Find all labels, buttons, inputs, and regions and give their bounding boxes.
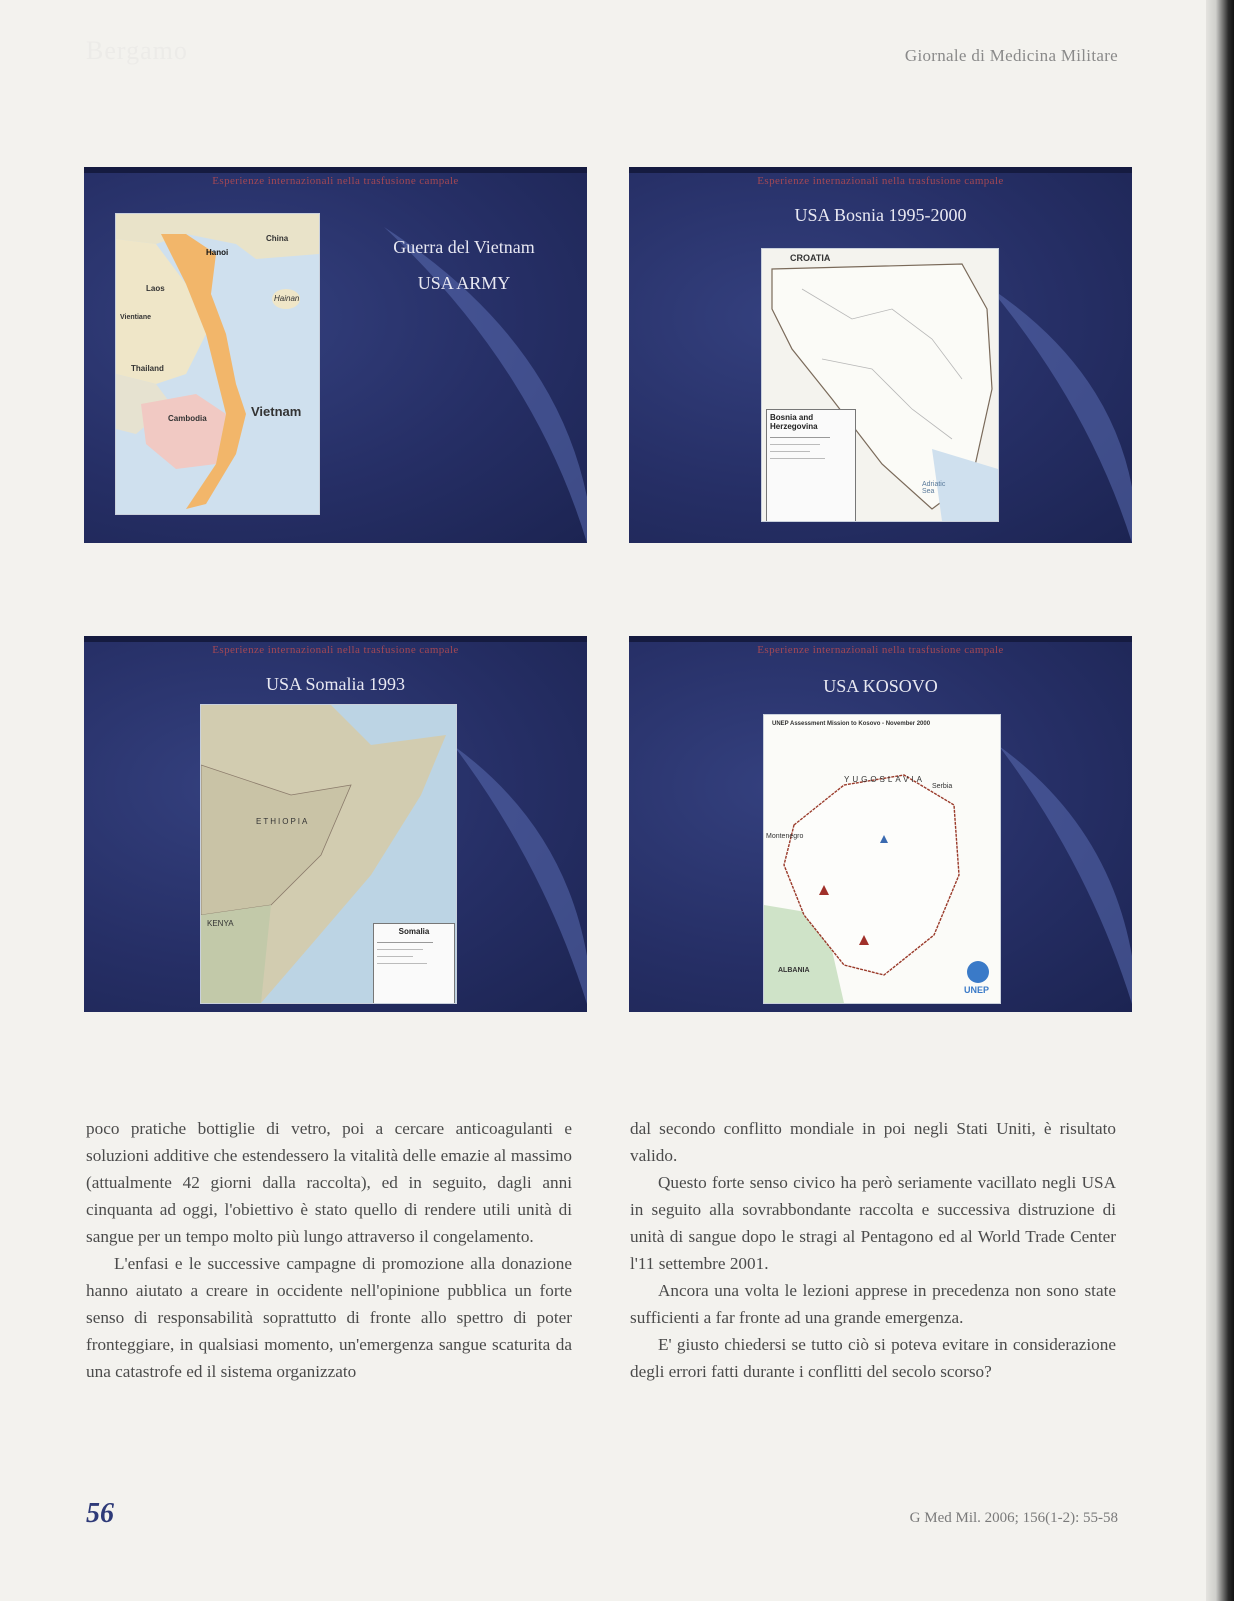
map-label-thailand: Thailand	[131, 364, 164, 373]
map-label-laos: Laos	[146, 284, 165, 293]
map-label-cambodia: Cambodia	[168, 414, 207, 423]
slide-header: Esperienze internazionali nella trasfusione campale	[212, 644, 459, 656]
map-label-hainan: Hainan	[274, 294, 300, 303]
citation: G Med Mil. 2006; 156(1-2): 55-58	[909, 1510, 1118, 1526]
slide-caption: USA Somalia 1993	[265, 674, 405, 694]
unep-logo-icon	[967, 961, 989, 983]
map-legend	[766, 409, 856, 522]
page-number: 56	[86, 1498, 114, 1529]
slide-header: Esperienze internazionali nella trasfusione campale	[757, 175, 1004, 187]
slide-kosovo	[629, 636, 1132, 1012]
unep-logo-text: UNEP	[964, 985, 990, 995]
slide-bosnia	[629, 167, 1132, 543]
slide-caption: USA Bosnia 1995-2000	[794, 205, 967, 225]
map-label-vietnam: Vietnam	[251, 404, 302, 419]
paragraph: poco pratiche bottiglie di vetro, poi a cercare anticoagulanti e soluzioni additive che estendessero la vitalità delle emazie al massimo (attualmente 42 giorni dalla raccolta), ed in seguito, dagli anni cinquanta ad oggi, l'obiettivo è stato quello di rendere utili unità di sangue per un tempo molto più lungo attraverso il congelamento.	[86, 1119, 572, 1246]
map-label-ethiopia: ETHIOPIA	[256, 817, 310, 826]
paragraph: dal secondo conflitto mondiale in poi negli Stati Uniti, è risultato valido.	[630, 1119, 1116, 1165]
paragraph: Questo forte senso civico ha però seriamente vacillato negli USA in seguito alla sovrabbondante raccolta e successiva distruzione di unità di sangue dopo le stragi al Pentagono ed al World Trade Center l'11 settembre 2001.	[630, 1173, 1116, 1273]
map-label-kenya: KENYA	[207, 919, 234, 928]
map-kosovo	[763, 714, 1001, 1004]
slide-somalia	[84, 636, 587, 1012]
map-vietnam	[115, 213, 320, 515]
slide-header: Esperienze internazionali nella trasfusione campale	[757, 644, 1004, 656]
paragraph: Ancora una volta le lezioni apprese in precedenza non sono state sufficienti a far fronte ad una grande emergenza.	[630, 1281, 1116, 1327]
map-label-adriatic: Adriatic Sea	[922, 481, 946, 495]
map-label-hanoi: Hanoi	[206, 248, 229, 257]
map-label-vientiane: Vientiane	[120, 314, 151, 321]
legend-title: Somalia	[398, 927, 430, 936]
map-somalia	[200, 704, 457, 1004]
slide-vietnam	[84, 167, 587, 543]
slide-caption: Guerra del Vietnam	[393, 237, 535, 257]
map-label-croatia: CROATIA	[790, 253, 831, 263]
map-bosnia	[761, 248, 999, 522]
legend-title: Bosnia and Herzegovina	[770, 413, 818, 431]
slide-header: Esperienze internazionali nella trasfusione campale	[212, 175, 459, 187]
ghost-header: Bergamo	[86, 36, 188, 65]
slide-caption-sub: USA ARMY	[417, 273, 511, 293]
journal-title: Giornale di Medicina Militare	[904, 46, 1118, 65]
map-title: UNEP Assessment Mission to Kosovo - November 2000	[772, 721, 931, 727]
map-label-montenegro: Montenegro	[766, 833, 804, 840]
body-left-column	[86, 1115, 572, 1385]
body-right-column	[630, 1115, 1116, 1385]
map-legend	[373, 923, 455, 1004]
paragraph: E' giusto chiedersi se tutto ciò si poteva evitare in considerazione degli errori fatti durante i conflitti del secolo scorso?	[630, 1335, 1116, 1381]
paragraph: L'enfasi e le successive campagne di promozione alla donazione hanno aiutato a creare in occidente nell'opinione pubblica un forte senso di responsabilità soprattutto di fronte allo spettro di poter fronteggiare, in qualsiasi momento, un'emergenza sangue scaturita da una catastrofe ed il sistema organizzato	[86, 1254, 572, 1381]
map-label-china: China	[266, 234, 289, 243]
map-label-serbia: Serbia	[932, 783, 953, 790]
map-label-yugoslavia: YUGOSLAVIA	[844, 775, 925, 784]
map-label-albania: ALBANIA	[778, 967, 810, 974]
slide-caption: USA KOSOVO	[823, 676, 938, 696]
page-edge	[1206, 0, 1234, 1601]
